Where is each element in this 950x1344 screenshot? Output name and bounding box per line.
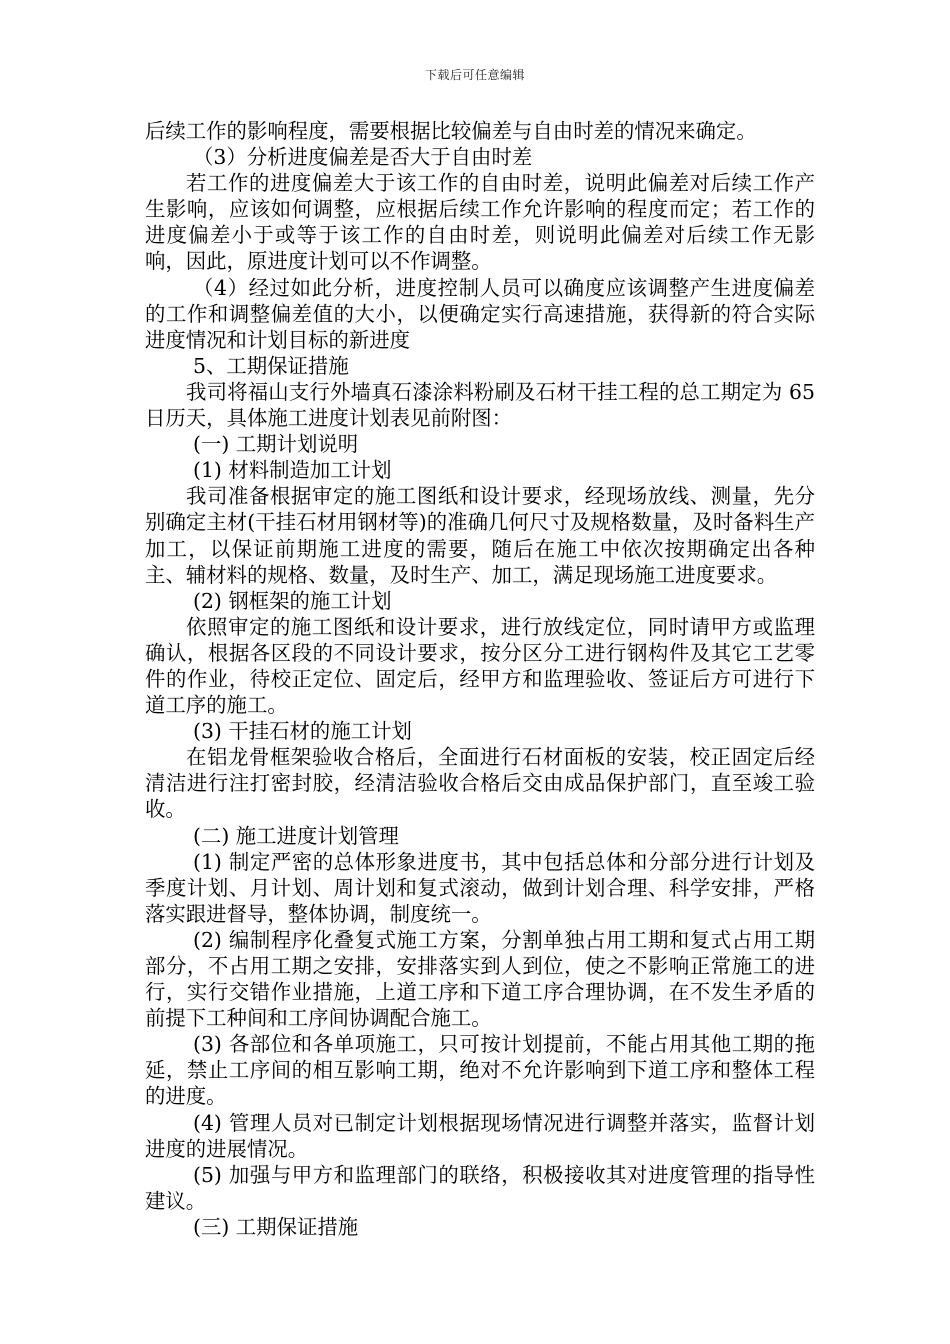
paragraph: (1) 制定严密的总体形象进度书，其中包括总体和分部分进行计划及季度计划、月计划、周计划和复式滚动，做到计划合理、科学安排，严格落实跟进督导，整体协调，制度统一。 — [145, 849, 815, 926]
paragraph: (5) 加强与甲方和监理部门的联络，积极接收其对进度管理的指导性建议。 — [145, 1162, 815, 1213]
paragraph: 依照审定的施工图纸和设计要求，进行放线定位，同时请甲方或监理确认，根据各区段的不同设计要求，按分区分工进行钢构件及其它工艺零件的作业，待校正定位、固定后，经甲方和监理验收、签证后方可进行下道工序的施工。 — [145, 614, 815, 718]
paragraph: (4) 管理人员对已制定计划根据现场情况进行调整并落实，监督计划进度的进展情况。 — [145, 1110, 815, 1161]
document-body — [145, 118, 815, 1240]
paragraph: (一) 工期计划说明 — [193, 432, 359, 457]
paragraph: (1) 材料制造加工计划 — [193, 458, 392, 483]
paragraph: (2) 编制程序化叠复式施工方案，分割单独占用工期和复式占用工期部分，不占用工期之安排，安排落实到人到位，使之不影响正常施工的进行，实行交错作业措施，上道工序和下道工序合理协调，在不发生矛盾的前提下工种间和工序间协调配合施工。 — [145, 927, 815, 1031]
paragraph: （4）经过如此分析，进度控制人员可以确度应该调整产生进度偏差的工作和调整偏差值的大小，以便确定实行高速措施，获得新的符合实际进度情况和计划目标的新进度 — [145, 275, 815, 352]
paragraph: (3) 干挂石材的施工计划 — [193, 719, 412, 744]
paragraph: (3) 各部位和各单项施工，只可按计划提前，不能占用其他工期的拖延，禁止工序间的相互影响工期，绝对不允许影响到下道工序和整体工程的进度。 — [145, 1032, 815, 1109]
paragraph: 5、工期保证措施 — [193, 353, 349, 378]
paragraph: 后续工作的影响程度，需要根据比较偏差与自由时差的情况来确定。 — [145, 119, 757, 143]
page-header: 下载后可任意编辑 — [424, 68, 525, 82]
paragraph: 若工作的进度偏差大于该工作的自由时差，说明此偏差对后续工作产生影响，应该如何调整，应根据后续工作允许影响的程度而定；若工作的进度偏差小于或等于该工作的自由时差，则说明此偏差对后续工作无影响，因此，原进度计划可以不作调整。 — [145, 171, 815, 274]
paragraph: （3）分析进度偏差是否大于自由时差 — [193, 145, 533, 170]
paragraph: (2) 钢框架的施工计划 — [193, 588, 392, 613]
paragraph: 在铝龙骨框架验收合格后，全面进行石材面板的安装，校正固定后经清洁进行注打密封胶，经清洁验收合格后交由成品保护部门，直至竣工验收。 — [145, 745, 815, 822]
paragraph: 我司准备根据审定的施工图纸和设计要求，经现场放线、测量，先分别确定主材(干挂石材用钢材等)的准确几何尺寸及规格数量，及时备料生产加工，以保证前期施工进度的需要，随后在施工中依次按期确定出各种主、辅材料的规格、数量，及时生产、加工，满足现场施工进度要求。 — [145, 484, 815, 587]
paragraph: 我司将福山支行外墙真石漆涂料粉刷及石材干挂工程的总工期定为 65 日历天，具体施工进度计划表见前附图： — [145, 379, 815, 431]
paragraph: (三) 工期保证措施 — [193, 1214, 359, 1239]
paragraph: (二) 施工进度计划管理 — [193, 823, 399, 848]
